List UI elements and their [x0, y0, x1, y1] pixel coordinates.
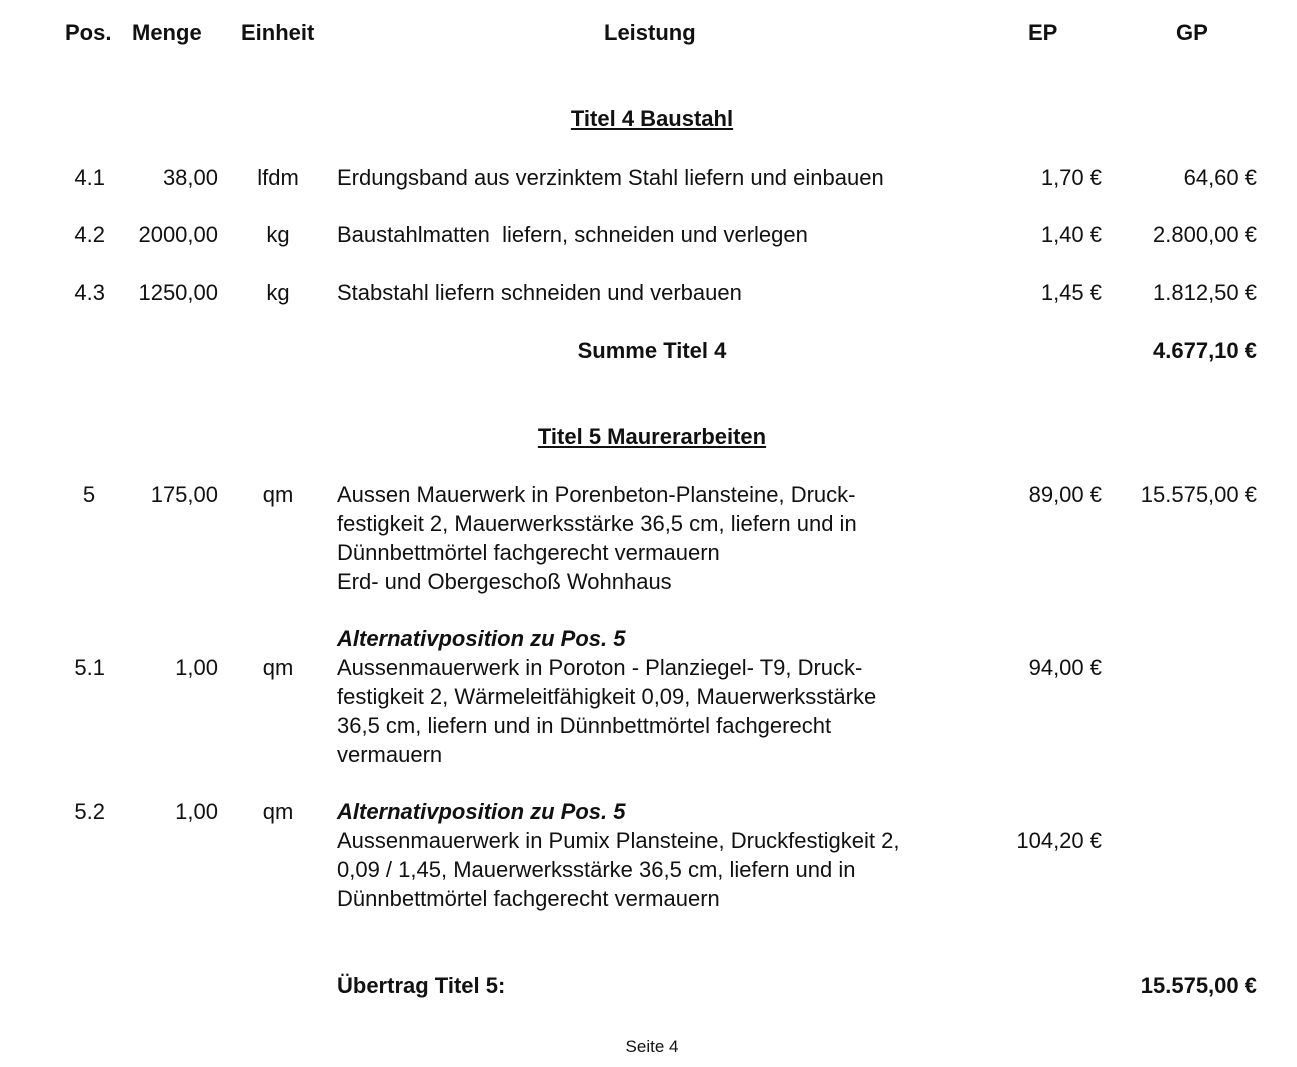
row-4-1-pos: 4.1: [74, 165, 105, 190]
row-5-menge: 175,00: [150, 482, 218, 507]
row-4-1-gp: 64,60 €: [1183, 165, 1257, 190]
section-title-4: Titel 4 Baustahl: [570, 106, 734, 131]
row-5-leistung: [337, 480, 957, 596]
row-5-2-leistung: [337, 826, 957, 913]
row-4-2-ep: 1,40 €: [1040, 222, 1102, 247]
sum-title-4-label: Summe Titel 4: [577, 338, 727, 363]
row-5-2-note: Alternativposition zu Pos. 5: [337, 799, 626, 824]
row-5-2-line: 0,09 / 1,45, Mauerwerksstärke 36,5 cm, liefern und in: [337, 857, 856, 882]
row-5-1-menge: 1,00: [175, 655, 218, 680]
row-4-1-ep: 1,70 €: [1040, 165, 1102, 190]
row-4-2-gp: 2.800,00 €: [1153, 222, 1257, 247]
row-5-line: festigkeit 2, Mauerwerksstärke 36,5 cm, liefern und in: [337, 511, 857, 536]
row-5-ep: 89,00 €: [1028, 482, 1102, 507]
row-4-2-einheit: kg: [266, 222, 290, 247]
header-ep: EP: [1028, 20, 1058, 45]
row-5-2-ep: 104,20 €: [1016, 828, 1102, 853]
row-4-3-ep: 1,45 €: [1040, 280, 1102, 305]
header-leistung: Leistung: [604, 20, 696, 45]
row-5-1-leistung: [337, 653, 957, 769]
row-5-2-einheit: qm: [262, 799, 294, 824]
carry-title-5-value: 15.575,00 €: [1140, 973, 1257, 998]
sum-title-4-value: 4.677,10 €: [1153, 338, 1257, 363]
row-4-3-leistung: Stabstahl liefern schneiden und verbauen: [337, 280, 742, 305]
row-5-einheit: qm: [262, 482, 294, 507]
row-4-3-menge: 1250,00: [138, 280, 218, 305]
row-4-1-einheit: lfdm: [257, 165, 299, 190]
row-5-1-line: 36,5 cm, liefern und in Dünnbettmörtel fachgerecht: [337, 713, 832, 738]
row-5-2-line: Dünnbettmörtel fachgerecht vermauern: [337, 886, 720, 911]
header-einheit: Einheit: [241, 20, 315, 45]
row-5-line: Dünnbettmörtel fachgerecht vermauern: [337, 540, 720, 565]
row-5-1-line: vermauern: [337, 742, 443, 767]
row-5-2-menge: 1,00: [175, 799, 218, 824]
row-5-1-ep: 94,00 €: [1028, 655, 1102, 680]
row-5-line: Aussen Mauerwerk in Porenbeton-Plansteine, Druck-: [337, 482, 856, 507]
row-5-line: Erd- und Obergeschoß Wohnhaus: [337, 569, 672, 594]
row-4-3-gp: 1.812,50 €: [1153, 280, 1257, 305]
header-menge: Menge: [132, 20, 202, 45]
row-5-1-pos: 5.1: [74, 655, 105, 680]
row-5-pos: 5: [82, 482, 96, 507]
row-4-3-einheit: kg: [266, 280, 290, 305]
row-5-1-line: Aussenmauerwerk in Poroton - Planziegel- T9, Druck-: [337, 655, 863, 680]
row-5-2-line: Aussenmauerwerk in Pumix Plansteine, Druckfestigkeit 2,: [337, 828, 900, 853]
header-gp: GP: [1176, 20, 1208, 45]
row-5-1-line: festigkeit 2, Wärmeleitfähigkeit 0,09, Mauerwerksstärke: [337, 684, 877, 709]
page-number: Seite 4: [625, 1037, 679, 1056]
row-4-2-pos: 4.2: [74, 222, 105, 247]
row-4-2-menge: 2000,00: [138, 222, 218, 247]
section-title-5: Titel 5 Maurerarbeiten: [537, 424, 767, 449]
row-4-1-leistung: Erdungsband aus verzinktem Stahl liefern und einbauen: [337, 165, 884, 190]
row-5-1-einheit: qm: [262, 655, 294, 680]
row-4-1-menge: 38,00: [162, 165, 218, 190]
row-4-2-leistung: Baustahlmatten liefern, schneiden und verlegen: [337, 222, 808, 247]
row-5-1-note: Alternativposition zu Pos. 5: [337, 626, 626, 651]
header-pos: Pos.: [65, 20, 112, 45]
row-5-gp: 15.575,00 €: [1140, 482, 1257, 507]
row-5-2-pos: 5.2: [74, 799, 105, 824]
row-4-3-pos: 4.3: [74, 280, 105, 305]
carry-title-5-label: Übertrag Titel 5:: [337, 973, 506, 998]
